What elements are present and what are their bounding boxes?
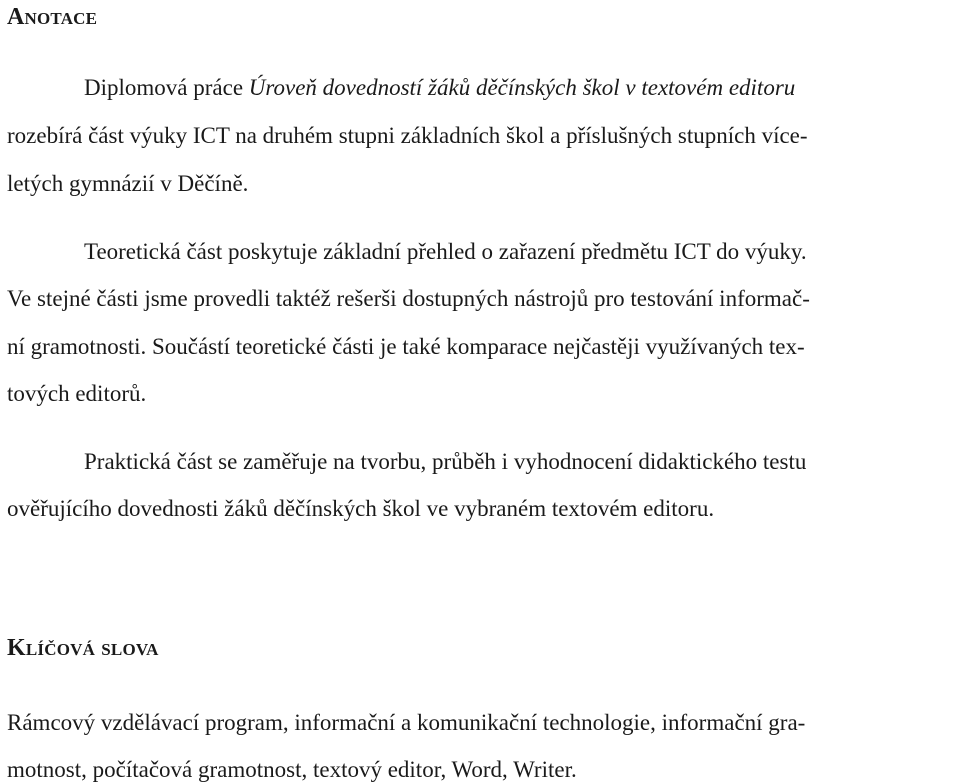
keywords-line2: motnost, počítačová gramotnost, textový editor, Word, Writer. bbox=[7, 757, 577, 782]
paragraph3-line1: Praktická část se zaměřuje na tvorbu, průběh i vyhodnocení didaktického testu bbox=[84, 449, 807, 474]
paragraph1-prefix: Diplomová práce bbox=[84, 75, 249, 100]
paragraph2-line2: Ve stejné části jsme provedli taktéž rešerši dostupných nástrojů pro testování informač- bbox=[7, 286, 810, 311]
paragraph3-line2: ověřujícího dovednosti žáků děčínských škol ve vybraném textovém editoru. bbox=[7, 496, 715, 521]
keywords-line1: Rámcový vzdělávací program, informační a komunikační technologie, informační gra- bbox=[7, 710, 806, 735]
paragraph2-line4: tových editorů. bbox=[7, 381, 147, 406]
paragraph2-line3: ní gramotnosti. Součástí teoretické části je také komparace nejčastěji využívaných tex- bbox=[7, 334, 805, 359]
paragraph2-line1: Teoretická část poskytuje základní přehled o zařazení předmětu ICT do výuky. bbox=[84, 239, 807, 264]
paragraph1-line2: rozebírá část výuky ICT na druhém stupni základních škol a příslušných stupních více- bbox=[7, 123, 808, 148]
keywords-heading: Klíčová slova bbox=[7, 635, 159, 661]
annotation-heading: Anotace bbox=[7, 4, 98, 30]
paragraph1-line3: letých gymnázií v Děčíně. bbox=[7, 171, 249, 196]
thesis-title: Úroveň dovedností žáků děčínských škol v textovém editoru bbox=[248, 75, 796, 100]
paragraph1-line1 bbox=[84, 76, 795, 99]
